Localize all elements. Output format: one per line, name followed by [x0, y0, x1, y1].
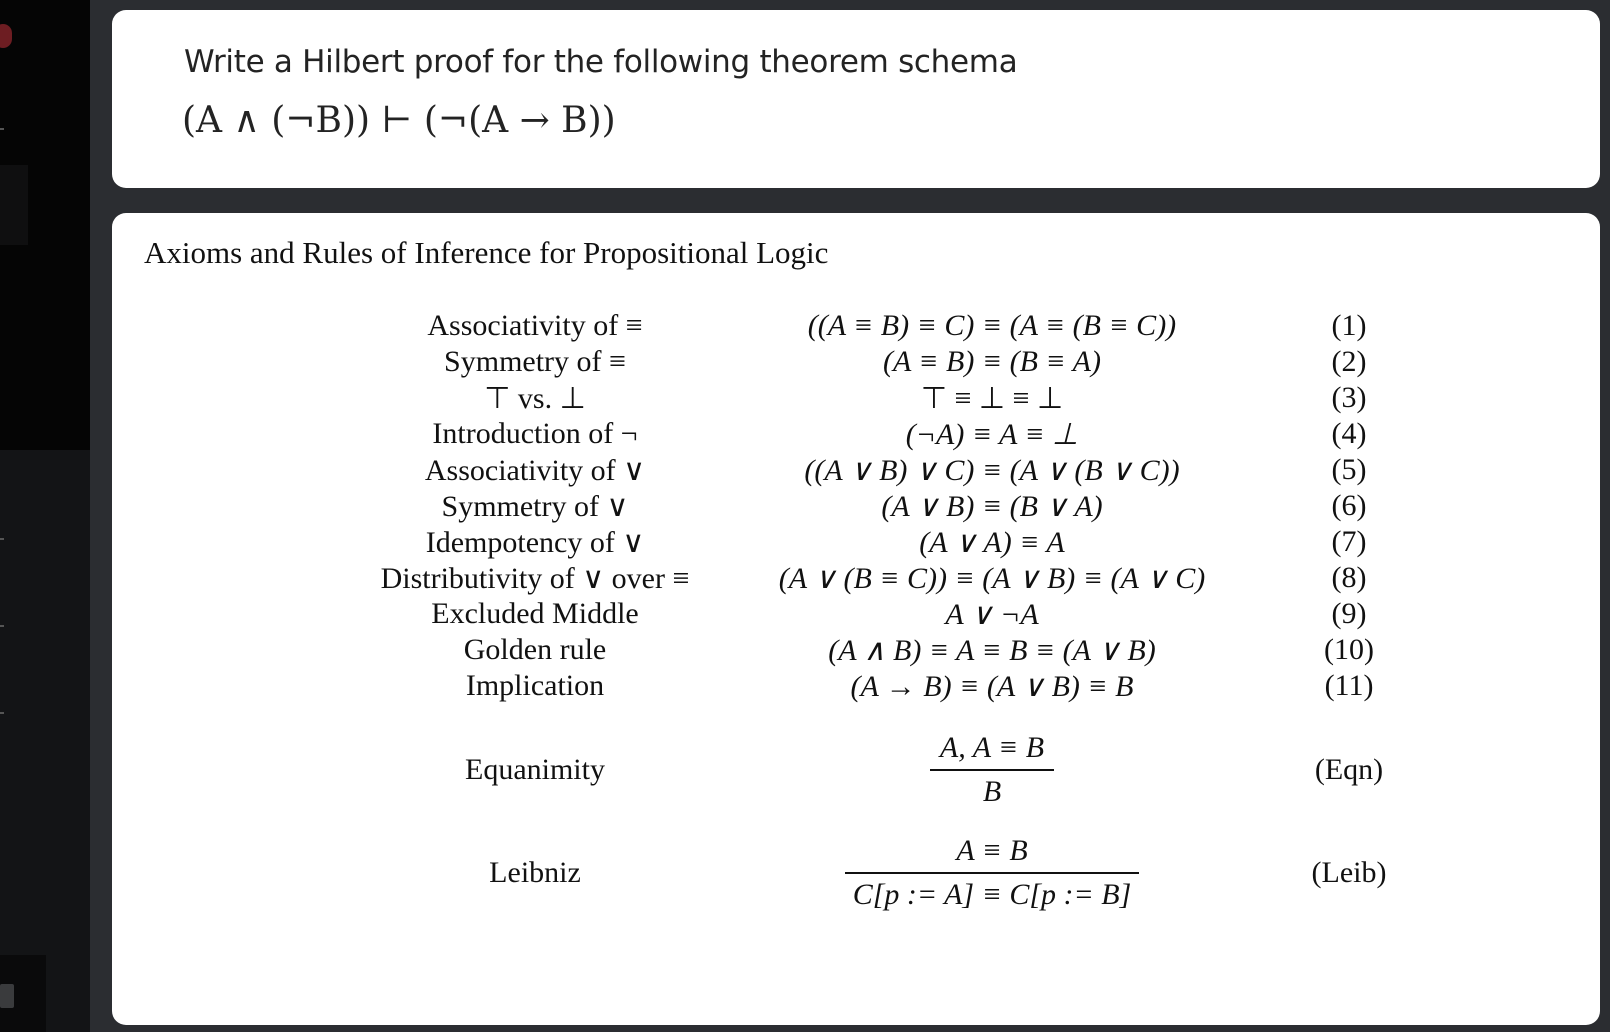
axiom-row: [112, 597, 1600, 633]
axiom-formula: (A ∧ B) ≡ A ≡ B ≡ (A ∨ B): [828, 634, 1156, 667]
axiom-name: Symmetry of ∨: [441, 490, 629, 523]
axiom-number: (11): [1324, 669, 1374, 702]
axioms-image: [112, 213, 1600, 1025]
question-prompt: Write a Hilbert proof for the following theorem schema: [184, 44, 1018, 80]
axiom-number: (8): [1331, 561, 1367, 594]
axiom-number: (9): [1331, 597, 1367, 630]
axiom-number: (7): [1331, 525, 1367, 558]
axiom-row: [112, 453, 1600, 489]
rule-numerator: A ≡ B: [956, 834, 1028, 867]
question-message: [112, 10, 1600, 188]
axiom-name: Associativity of ∨: [424, 454, 646, 487]
rule-fraction-equanimity: [742, 731, 1242, 809]
sidebar-tick: [0, 712, 4, 714]
axiom-row: [112, 525, 1600, 561]
axiom-name: Introduction of ¬: [432, 417, 638, 450]
axiom-row: [112, 561, 1600, 597]
axiom-formula: ((A ≡ B) ≡ C) ≡ (A ≡ (B ≡ C)): [807, 309, 1177, 342]
axiom-row: [112, 417, 1600, 453]
axiom-row: [112, 345, 1600, 381]
rule-name: Leibniz: [489, 856, 581, 889]
sidebar-tick: [0, 128, 4, 130]
notification-dot[interactable]: [0, 24, 12, 48]
left-sidebar: [0, 0, 90, 1032]
sidebar-panel-inner: [0, 165, 28, 245]
axiom-row: [112, 633, 1600, 669]
axiom-number: (10): [1324, 633, 1374, 666]
axiom-number: (5): [1331, 453, 1367, 486]
axiom-name: Associativity of ≡: [427, 309, 643, 342]
axiom-formula: (A → B) ≡ (A ∨ B) ≡ B: [850, 670, 1134, 703]
axiom-row: [112, 489, 1600, 525]
axiom-name: Distributivity of ∨ over ≡: [380, 562, 690, 595]
axiom-formula: (¬A) ≡ A ≡ ⊥: [905, 418, 1079, 451]
sidebar-icon[interactable]: [0, 984, 14, 1008]
axiom-name: Idempotency of ∨: [425, 526, 645, 559]
theorem-formula: (A ∧ (¬B)) ⊢ (¬(A → B)): [182, 100, 616, 141]
axiom-number: (3): [1331, 381, 1367, 414]
axiom-formula: ⊤ ≡ ⊥ ≡ ⊥: [920, 382, 1064, 415]
axioms-title: Axioms and Rules of Inference for Propositional Logic: [144, 235, 829, 270]
axiom-row: [112, 669, 1600, 705]
fraction-bar: [930, 769, 1054, 771]
axiom-formula: (A ≡ B) ≡ (B ≡ A): [883, 345, 1101, 378]
axiom-formula: (A ∨ A) ≡ A: [919, 526, 1065, 559]
rule-name: Equanimity: [465, 753, 605, 786]
axiom-row: [112, 309, 1600, 345]
axiom-number: (4): [1331, 417, 1367, 450]
fraction-bar: [845, 872, 1139, 874]
rule-label: (Eqn): [1314, 753, 1384, 786]
axiom-formula: A ∨ ¬A: [945, 598, 1039, 631]
rule-denominator: C[p := A] ≡ C[p := B]: [852, 878, 1132, 911]
axiom-name: Implication: [465, 669, 605, 702]
axiom-number: (2): [1331, 345, 1367, 378]
axiom-number: (6): [1331, 489, 1367, 522]
axiom-formula: (A ∨ B) ≡ (B ∨ A): [881, 490, 1103, 523]
axiom-formula: ((A ∨ B) ∨ C) ≡ (A ∨ (B ∨ C)): [804, 454, 1180, 487]
axiom-name: ⊤ vs. ⊥: [484, 382, 586, 415]
axiom-formula: (A ∨ (B ≡ C)) ≡ (A ∨ B) ≡ (A ∨ C): [778, 562, 1206, 595]
axiom-name: Excluded Middle: [431, 597, 639, 630]
sidebar-tick: [0, 625, 4, 627]
axiom-name: Golden rule: [463, 633, 607, 666]
axiom-number: (1): [1331, 309, 1367, 342]
axiom-row: [112, 381, 1600, 417]
rule-label: (Leib): [1311, 856, 1387, 889]
rule-denominator: B: [982, 775, 1002, 808]
rule-numerator: A, A ≡ B: [939, 731, 1045, 764]
rule-fraction-leibniz: [742, 834, 1242, 912]
axiom-name: Symmetry of ≡: [444, 345, 626, 378]
sidebar-tick: [0, 538, 4, 540]
